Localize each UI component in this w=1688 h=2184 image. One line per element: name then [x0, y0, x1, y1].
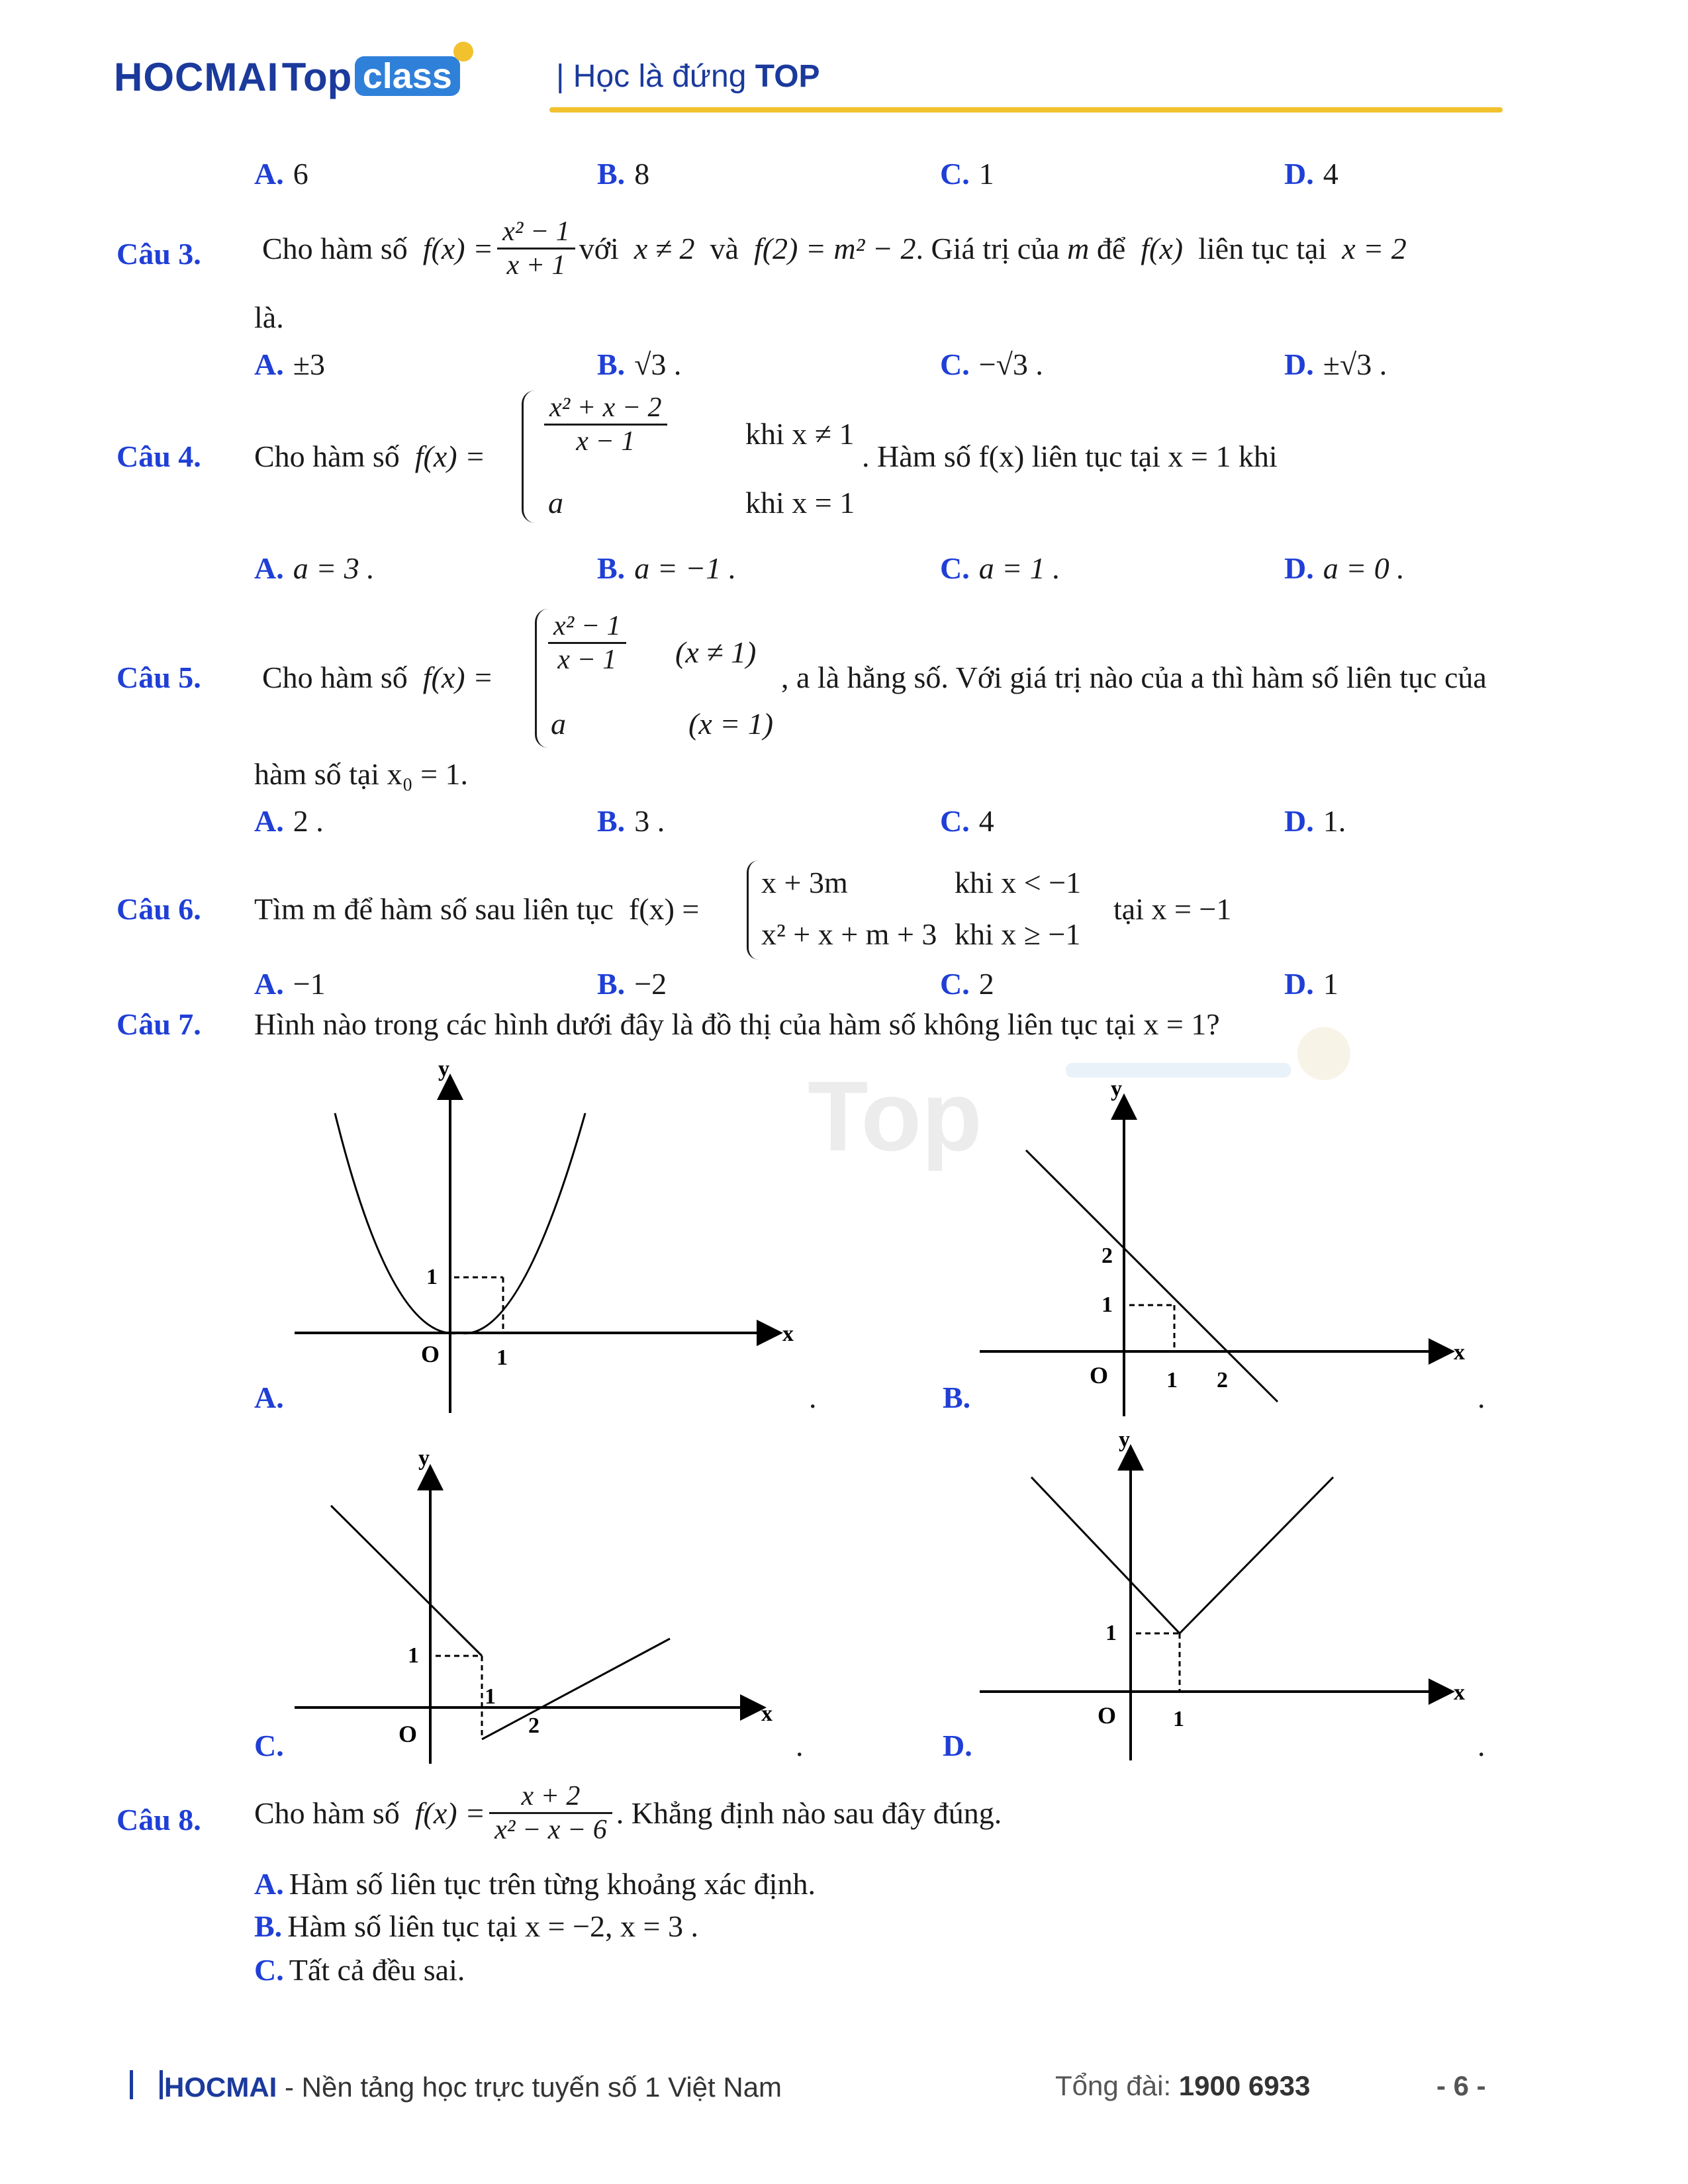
graph-c[interactable]	[285, 1423, 801, 1767]
q6-tail: tại x = −1	[1113, 892, 1232, 926]
footer-text: - Nền tảng học trực tuyến số 1 Việt Nam	[285, 2071, 782, 2103]
header-logo	[114, 54, 483, 107]
label-o: O	[1090, 1362, 1109, 1388]
q3-option-d[interactable]: D. ±√3 .	[1284, 347, 1387, 381]
footer-brand: HOCMAI	[164, 2071, 277, 2103]
q4-cond1: khi x ≠ 1	[745, 417, 855, 451]
q4-brace	[522, 390, 536, 523]
q3-stem: Cho hàm số f(x) = $\frac{\text{x² − 1}}{x + 1}$ với x ≠ 2 và f(2) = m² − 2 . Giá trị của m để f(x) liên tục tại x = 2	[262, 216, 1407, 281]
q6-row2: x² + x + m + 3	[761, 917, 937, 951]
q5-option-d[interactable]: D. 1.	[1284, 804, 1346, 838]
label-y: y	[418, 1446, 430, 1471]
graph-c-label: C.	[254, 1729, 284, 1762]
brand-top: Top	[281, 55, 352, 99]
q4-row1: $\frac{\text{x² + x − 2}}{x - 1}$	[544, 392, 667, 458]
q6-brace	[747, 860, 759, 960]
footer	[130, 2070, 782, 2103]
q8-option-c[interactable]: C. Tất cả đều sai.	[254, 1953, 465, 1987]
tick-y1: 1	[408, 1643, 419, 1668]
brand-class: class	[355, 56, 460, 96]
q2-option-d[interactable]: D. 4	[1284, 157, 1338, 191]
tick-x2: 2	[528, 1713, 539, 1738]
tick-x1: 1	[485, 1684, 496, 1709]
label-o: O	[399, 1721, 418, 1747]
q8-option-b[interactable]: B. Hàm số liên tục tại x = −2, x = 3 .	[254, 1909, 698, 1943]
q3-label: Câu 3.	[117, 237, 201, 271]
q5-row1: $\frac{\text{x² − 1}}{x - 1}$	[548, 610, 626, 676]
label-o: O	[1098, 1702, 1117, 1729]
graph-a[interactable]	[285, 1052, 808, 1423]
q4-option-b[interactable]: B. a = −1 .	[597, 551, 737, 585]
label-x: x	[1454, 1340, 1465, 1365]
footer-hotline: Tổng đài: 1900 6933	[1055, 2070, 1311, 2101]
q6-option-d[interactable]: D. 1	[1284, 967, 1338, 1001]
tick-y1: 1	[1105, 1621, 1117, 1645]
q8-fraction: $\frac{x + 2}{\text{x² − x − 6}}$	[489, 1780, 612, 1846]
q2-option-b[interactable]: B. 8	[597, 157, 650, 191]
line-left	[1031, 1477, 1180, 1633]
q6-cond1: khi x < −1	[955, 866, 1082, 899]
graph-b[interactable]	[973, 1066, 1476, 1423]
q5-stem: Cho hàm số f(x) =	[262, 660, 494, 694]
q2-option-c[interactable]: C. 1	[940, 157, 994, 191]
q5-cond2: (x = 1)	[688, 707, 774, 741]
q6-cond2: khi x ≥ −1	[955, 917, 1081, 951]
tick-y1: 1	[1102, 1293, 1113, 1317]
q6-label: Câu 6.	[117, 892, 201, 926]
graph-d-dot: .	[1477, 1729, 1485, 1762]
q8-stem: Cho hàm số f(x) = $\frac{x + 2}{\text{x² − x − 6}}$ . Khẳng định nào sau đây đúng.	[254, 1781, 1002, 1846]
q4-tail: . Hàm số f(x) liên tục tại x = 1 khi	[862, 439, 1278, 473]
label-x: x	[761, 1702, 773, 1726]
page-number: - 6 -	[1436, 2070, 1486, 2101]
q7-text: Hình nào trong các hình dưới đây là đồ thị của hàm số không liên tục tại x = 1?	[254, 1007, 1220, 1041]
q5-option-a[interactable]: A. 2 .	[254, 804, 324, 838]
label-x: x	[1454, 1680, 1465, 1705]
q4-option-d[interactable]: D. a = 0 .	[1284, 551, 1405, 585]
q4-stem: Cho hàm số f(x) =	[254, 439, 486, 473]
q6-row1: x + 3m	[761, 866, 848, 899]
q5-option-c[interactable]: C. 4	[940, 804, 994, 838]
tick-y2: 2	[1102, 1244, 1113, 1268]
q4-label: Câu 4.	[117, 439, 201, 473]
q5-label: Câu 5.	[117, 660, 201, 694]
graph-b-dot: .	[1477, 1381, 1485, 1414]
graph-c-dot: .	[796, 1729, 804, 1762]
q8-label: Câu 8.	[117, 1803, 201, 1837]
q6-option-c[interactable]: C. 2	[940, 967, 994, 1001]
label-x: x	[782, 1322, 794, 1346]
tick-x1: 1	[496, 1345, 508, 1370]
graph-a-label: A.	[254, 1381, 284, 1414]
q6-option-b[interactable]: B. −2	[597, 967, 667, 1001]
q4-a: a	[548, 486, 563, 520]
slogan-text: | Học là đứng	[556, 59, 747, 94]
q5-option-b[interactable]: B. 3 .	[597, 804, 665, 838]
q7-label: Câu 7.	[117, 1007, 201, 1041]
sun-icon	[453, 42, 473, 62]
line-graph	[1026, 1150, 1278, 1402]
header-slogan	[556, 58, 820, 95]
q3-fraction: $\frac{\text{x² − 1}}{x + 1}$	[497, 216, 575, 282]
label-o: O	[421, 1341, 440, 1367]
label-y: y	[1111, 1077, 1122, 1101]
q3-option-b[interactable]: B. √3 .	[597, 347, 682, 381]
line-right	[1180, 1477, 1333, 1633]
graph-b-label: B.	[943, 1381, 971, 1414]
q4-option-a[interactable]: A. a = 3 .	[254, 551, 375, 585]
parabola-curve	[335, 1113, 585, 1334]
label-y: y	[1119, 1428, 1130, 1452]
q2-option-a[interactable]: A. 6	[254, 157, 308, 191]
q5-brace	[535, 609, 549, 748]
q8-option-a[interactable]: A. Hàm số liên tục trên từng khoảng xác định.	[254, 1867, 816, 1901]
graph-a-dot: .	[809, 1381, 817, 1414]
q4-cond2: khi x = 1	[745, 486, 855, 520]
q4-option-c[interactable]: C. a = 1 .	[940, 551, 1060, 585]
slogan-top: TOP	[755, 59, 820, 94]
line-left	[331, 1506, 482, 1656]
q3-option-a[interactable]: A. ±3	[254, 347, 325, 381]
header-underline	[549, 107, 1503, 113]
q5-tail: , a là hằng số. Với giá trị nào của a thì hàm số liên tục của	[781, 660, 1487, 694]
line-right	[482, 1639, 670, 1739]
graph-d[interactable]	[973, 1416, 1489, 1760]
q5-a: a	[551, 707, 566, 741]
graph-d-label: D.	[943, 1729, 972, 1762]
tick-y1: 1	[426, 1265, 438, 1289]
tick-x1: 1	[1166, 1368, 1178, 1392]
label-y: y	[438, 1057, 449, 1081]
q5-cond1: (x ≠ 1)	[675, 635, 757, 669]
q6-stem: Tìm m để hàm số sau liên tục f(x) =	[254, 892, 700, 926]
brand-hocmai: HOCMAI	[114, 55, 279, 99]
tick-x2: 2	[1217, 1368, 1228, 1392]
tick-x1: 1	[1173, 1707, 1184, 1731]
q3-option-c[interactable]: C. −√3 .	[940, 347, 1043, 381]
q3-end: là.	[254, 300, 284, 334]
watermark: Top	[808, 1060, 982, 1171]
q5-line2: hàm số tại x₀ = 1.	[254, 757, 469, 791]
q6-option-a[interactable]: A. −1	[254, 967, 326, 1001]
footer-logo-icon	[130, 2070, 163, 2099]
